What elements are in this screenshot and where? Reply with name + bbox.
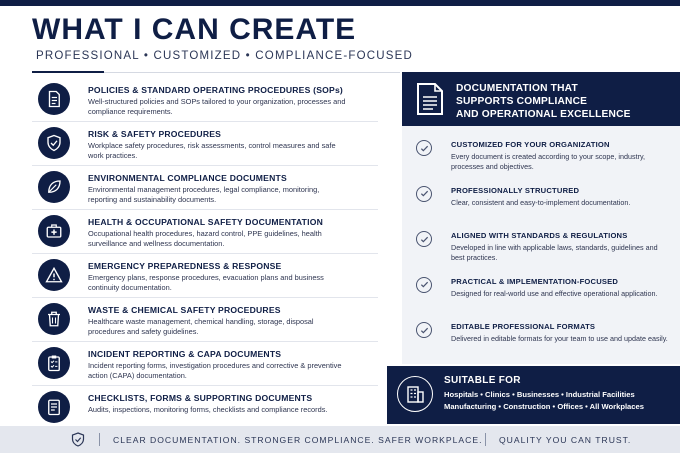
clipboard-check-icon: [38, 347, 70, 379]
panel-title-line: SUPPORTS COMPLIANCE: [456, 96, 588, 108]
trash-bin-icon: [38, 303, 70, 335]
service-item-emergency: [32, 254, 378, 298]
suitable-for-box: [387, 366, 680, 424]
footer-tagline: CLEAR DOCUMENTATION. STRONGER COMPLIANCE. SAFER WORKPLACE.: [113, 435, 483, 445]
panel-title-line: DOCUMENTATION THAT: [456, 83, 578, 94]
service-item-environmental: [32, 166, 378, 210]
warning-icon: [38, 259, 70, 291]
suitable-for-title: SUITABLE FOR: [444, 375, 521, 386]
service-item-health-safety: [32, 210, 378, 254]
service-item-policies-sops: [32, 78, 378, 122]
check-circle-icon: [416, 140, 432, 156]
benefit-desc: Designed for real-world use and effective operational application.: [451, 288, 658, 298]
check-circle-icon: [416, 322, 432, 338]
benefit-title: EDITABLE PROFESSIONAL FORMATS: [451, 322, 596, 331]
benefit-title: PROFESSIONALLY STRUCTURED: [451, 185, 580, 195]
title-underline: [32, 71, 104, 73]
services-list: [32, 78, 378, 430]
service-item-waste-chemical: [32, 298, 378, 342]
building-icon: [397, 376, 433, 412]
benefits-panel-title: [456, 82, 676, 122]
service-desc: Occupational health procedures, hazard control, PPE guidelines, health surveillance and wellness documentation.: [88, 229, 322, 249]
service-title: INCIDENT REPORTING & CAPA DOCUMENTS: [88, 349, 282, 359]
check-circle-icon: [416, 277, 432, 293]
page-subtitle: PROFESSIONAL • CUSTOMIZED • COMPLIANCE-FOCUSED: [36, 50, 413, 62]
suitable-for-line: Hospitals • Clinics • Businesses • Industrial Facilities: [444, 390, 635, 399]
service-desc: Audits, inspections, monitoring forms, checklists and compliance records.: [88, 405, 328, 414]
service-desc: Well-structured policies and SOPs tailored to your organization, processes and compliance requirements.: [88, 97, 346, 117]
service-title: EMERGENCY PREPAREDNESS & RESPONSE: [88, 261, 282, 271]
benefit-item: [402, 316, 680, 362]
service-item-checklists-forms: [32, 386, 378, 430]
service-desc: Healthcare waste management, chemical handling, storage, disposal procedures and safety guidelines.: [88, 317, 314, 337]
top-accent-bar: [0, 0, 680, 6]
benefit-title: PRACTICAL & IMPLEMENTATION-FOCUSED: [451, 276, 619, 286]
benefit-item: [402, 180, 680, 226]
divider: [104, 72, 400, 73]
document-icon: [38, 83, 70, 115]
benefit-desc: Clear, consistent and easy-to-implement documentation.: [451, 197, 631, 207]
service-desc: Environmental management procedures, legal compliance, monitoring, reporting and sustainability documents.: [88, 185, 320, 205]
checklist-icon: [38, 391, 70, 423]
page-title: WHAT I CAN CREATE: [32, 13, 357, 46]
service-title: POLICIES & STANDARD OPERATING PROCEDURES (SOPs): [88, 85, 343, 95]
benefit-title: CUSTOMIZED FOR YOUR ORGANIZATION: [451, 140, 610, 149]
check-circle-icon: [416, 186, 432, 202]
benefit-desc: Developed in line with applicable laws, standards, guidelines and best practices.: [451, 243, 658, 263]
footer-divider: [485, 433, 486, 446]
service-desc: Workplace safety procedures, risk assessments, control measures and safe work practices.: [88, 141, 336, 161]
check-circle-icon: [416, 231, 432, 247]
medical-kit-icon: [38, 215, 70, 247]
shield-check-icon: [38, 127, 70, 159]
footer-bar: [0, 426, 680, 453]
service-desc: Emergency plans, response procedures, evacuation plans and business continuity documentation.: [88, 273, 324, 293]
service-title: RISK & SAFETY PROCEDURES: [88, 129, 222, 139]
benefits-list: [402, 134, 680, 362]
benefit-item: [402, 225, 680, 271]
benefits-panel-header: [402, 72, 680, 126]
service-title: WASTE & CHEMICAL SAFETY PROCEDURES: [88, 305, 281, 315]
benefit-desc: Delivered in editable formats for your team to use and update easily.: [451, 334, 668, 343]
suitable-for-line: Manufacturing • Construction • Offices • All Workplaces: [444, 402, 644, 411]
service-item-risk-safety: [32, 122, 378, 166]
benefit-title: ALIGNED WITH STANDARDS & REGULATIONS: [451, 231, 628, 240]
service-title: ENVIRONMENTAL COMPLIANCE DOCUMENTS: [88, 173, 287, 183]
service-title: CHECKLISTS, FORMS & SUPPORTING DOCUMENTS: [88, 393, 313, 403]
benefit-item: [402, 134, 680, 180]
benefit-desc: Every document is created according to your scope, industry, processes and objectives.: [451, 152, 646, 172]
document-icon: [416, 82, 444, 116]
service-title: HEALTH & OCCUPATIONAL SAFETY DOCUMENTATION: [88, 217, 324, 227]
footer-quality: QUALITY YOU CAN TRUST.: [499, 435, 632, 445]
panel-title-line: AND OPERATIONAL EXCELLENCE: [456, 109, 631, 121]
shield-check-icon: [71, 432, 85, 447]
footer-divider: [99, 433, 100, 446]
service-desc: Incident reporting forms, investigation procedures and corrective & preventive action (CAPA) documentation.: [88, 361, 342, 381]
benefit-item: [402, 271, 680, 317]
leaf-icon: [38, 171, 70, 203]
service-item-incident-capa: [32, 342, 378, 386]
